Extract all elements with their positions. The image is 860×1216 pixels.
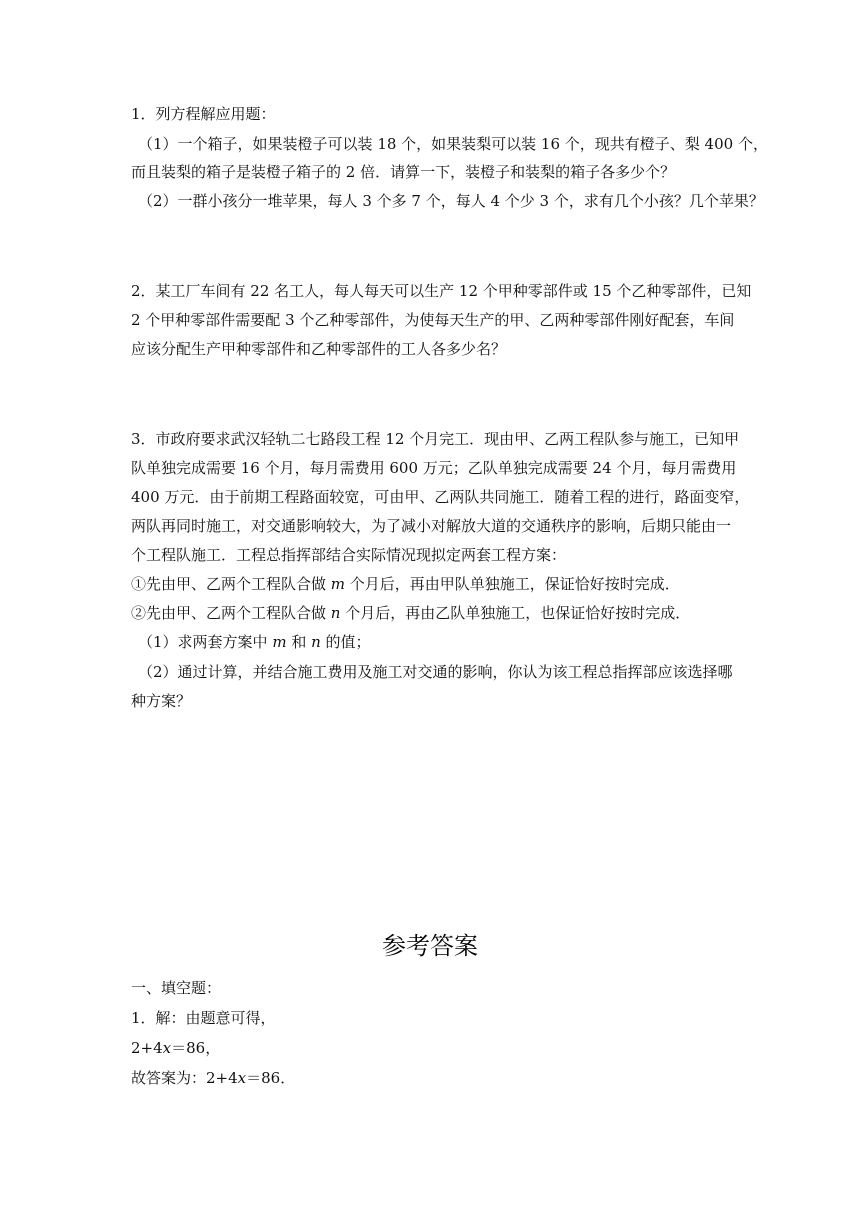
- q3-sub1: [138, 632, 371, 652]
- final-variable: x: [237, 1069, 247, 1087]
- q3-line5: 个工程队施工．工程总指挥部结合实际情况现拟定两套工程方案：: [131, 546, 567, 564]
- q2-line1: 2．某工厂车间有 22 名工人，每人每天可以生产 12 个甲种零部件或 15 个乙种零部件，已知: [131, 282, 752, 300]
- final-text-a: 故答案为：2+4: [131, 1069, 238, 1087]
- q1-part2: （2）一群小孩分一堆苹果，每人 3 个多 7 个，每人 4 个少 3 个，求有几个小孩？几个苹果？: [138, 192, 764, 210]
- answer-1-final: [131, 1068, 295, 1088]
- sub1-text-a: （1）求两套方案中: [138, 633, 273, 651]
- sub1-text-mid: 和: [286, 633, 312, 651]
- answer-1-equation: [131, 1038, 220, 1058]
- answers-section-heading: 一、填空题：: [131, 979, 222, 997]
- plan1-text-a: ①先由甲、乙两个工程队合做: [131, 575, 331, 593]
- q2-line3: 应该分配生产甲种零部件和乙种零部件的工人各多少名？: [131, 340, 507, 358]
- plan1-text-b: 个月后，再由甲队单独施工，保证恰好按时完成．: [345, 575, 680, 593]
- plan2-text-a: ②先由甲、乙两个工程队合做: [131, 604, 331, 622]
- sub1-text-b: 的值；: [320, 633, 371, 651]
- q3-plan2: [131, 603, 690, 623]
- sub1-variable-n: n: [311, 633, 321, 651]
- equation-text-b: ＝86，: [171, 1039, 221, 1057]
- plan2-variable: n: [330, 604, 341, 622]
- q3-line3: 400 万元．由于前期工程路面较宽，可由甲、乙两队共同施工．随着工程的进行，路面变窄，: [131, 488, 750, 506]
- q3-line1: 3．市政府要求武汉轻轨二七路段工程 12 个月完工．现由甲、乙两工程队参与施工，已知甲: [131, 430, 740, 448]
- plan2-text-b: 个月后，再由乙队单独施工，也保证恰好按时完成．: [340, 604, 691, 622]
- final-text-b: ＝86．: [246, 1069, 296, 1087]
- q1-part1-line1: （1）一个箱子，如果装橙子可以装 18 个，如果装梨可以装 16 个，现共有橙子、梨 400 个，: [138, 135, 768, 153]
- equation-text-a: 2+4: [131, 1039, 163, 1057]
- q2-line2: 2 个甲种零部件需要配 3 个乙种零部件，为使每天生产的甲、乙两种零部件刚好配套，车间: [131, 311, 735, 329]
- sub1-variable-m: m: [272, 633, 287, 651]
- q1-part1-line2: 而且装梨的箱子是装橙子箱子的 2 倍．请算一下，装橙子和装梨的箱子各多少个？: [131, 163, 676, 181]
- plan1-variable: m: [330, 575, 346, 593]
- equation-variable: x: [162, 1039, 172, 1057]
- q3-sub2-line1: （2）通过计算，并结合施工费用及施工对交通的影响，你认为该工程总指挥部应该选择哪: [138, 663, 733, 681]
- q3-line4: 两队再同时施工，对交通影响较大，为了减小对解放大道的交通秩序的影响，后期只能由一: [131, 517, 732, 535]
- answers-title: 参考答案: [382, 932, 478, 960]
- q3-line2: 队单独完成需要 16 个月，每月需费用 600 万元；乙队单独完成需要 24 个月，每月需费用: [131, 459, 737, 477]
- q1-heading: 1．列方程解应用题：: [131, 105, 276, 123]
- q3-sub2-line2: 种方案？: [131, 692, 192, 710]
- q3-plan1: [131, 574, 680, 594]
- answer-1-intro: 1．解：由题意可得，: [131, 1009, 276, 1027]
